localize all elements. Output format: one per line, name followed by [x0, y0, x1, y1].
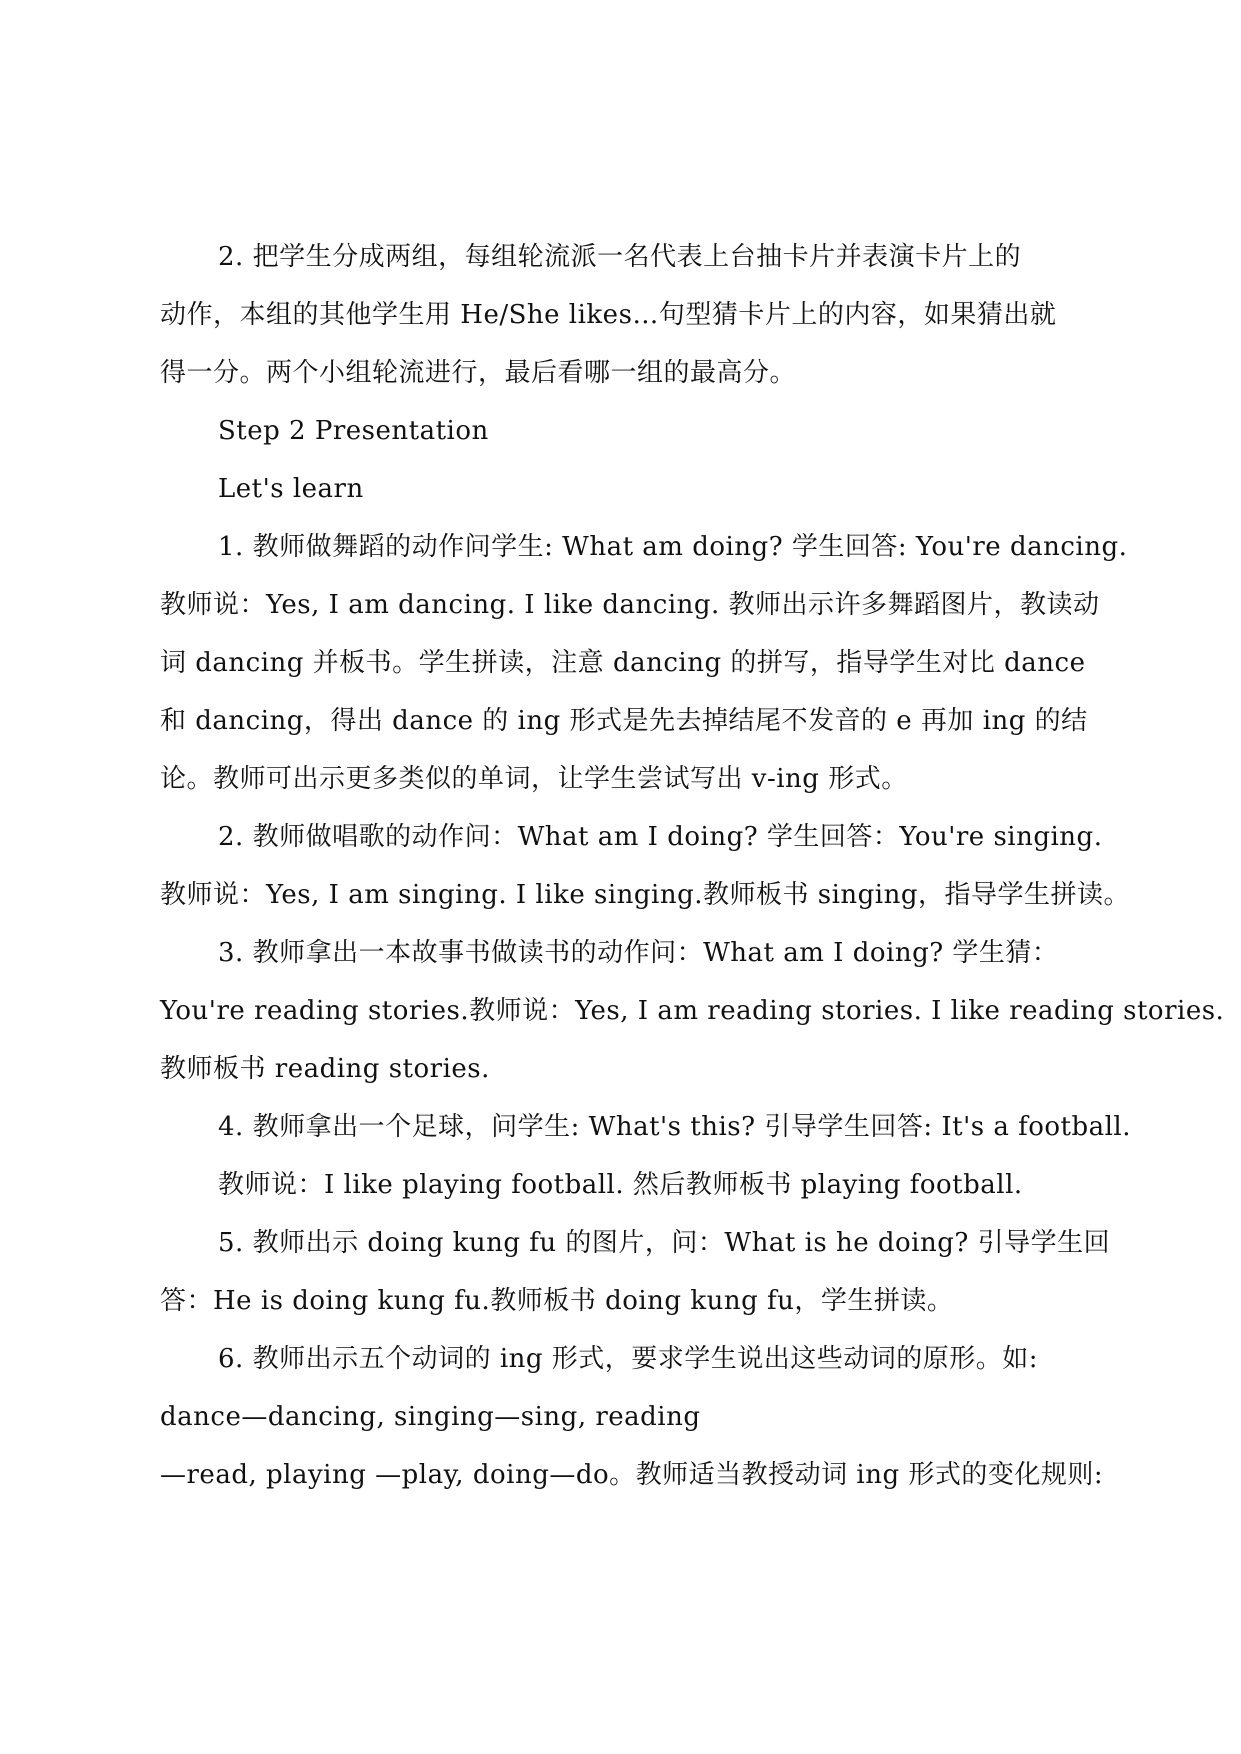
- section-heading: Step 2 Presentation: [218, 416, 489, 446]
- subsection-heading: Let's learn: [218, 474, 364, 504]
- text-line: —read, playing —play, doing—do。教师适当教授动词 ing 形式的变化规则:: [160, 1460, 1104, 1490]
- text-line: 4. 教师拿出一个足球，问学生: What's this? 引导学生回答: It's a football.: [218, 1112, 1132, 1142]
- text-line: 2. 教师做唱歌的动作问：What am I doing? 学生回答：You're singing.: [218, 822, 1103, 852]
- text-line: 答：He is doing kung fu.教师板书 doing kung fu，学生拼读。: [160, 1286, 954, 1316]
- text-line: 6. 教师出示五个动词的 ing 形式，要求学生说出这些动词的原形。如:: [218, 1344, 1039, 1374]
- text-line: 论。教师可出示更多类似的单词，让学生尝试写出 v-ing 形式。: [160, 764, 908, 794]
- text-line: 动作，本组的其他学生用 He/She likes…句型猜卡片上的内容，如果猜出就: [160, 300, 1057, 330]
- text-line: 得一分。两个小组轮流进行，最后看哪一组的最高分。: [160, 358, 797, 388]
- text-line: 教师板书 reading stories.: [160, 1054, 490, 1084]
- text-line: 5. 教师出示 doing kung fu 的图片，问：What is he doing? 引导学生回: [218, 1228, 1111, 1258]
- text-line: 和 dancing，得出 dance 的 ing 形式是先去掉结尾不发音的 e 再加 ing 的结: [160, 706, 1088, 736]
- text-line: 3. 教师拿出一本故事书做读书的动作问：What am I doing? 学生猜：: [218, 938, 1059, 968]
- text-line: 教师说：Yes, I am dancing. I like dancing. 教师出示许多舞蹈图片，教读动: [160, 590, 1100, 620]
- text-line: You're reading stories.教师说：Yes, I am reading stories. I like reading stories.: [160, 996, 1225, 1026]
- text-line: 词 dancing 并板书。学生拼读，注意 dancing 的拼写，指导学生对比 dance: [160, 648, 1086, 678]
- text-line: 教师说：Yes, I am singing. I like singing.教师板书 singing，指导学生拼读。: [160, 880, 1131, 910]
- text-line: 2. 把学生分成两组，每组轮流派一名代表上台抽卡片并表演卡片上的: [218, 242, 1022, 272]
- text-line: 1. 教师做舞蹈的动作问学生: What am doing? 学生回答: You're dancing.: [218, 532, 1128, 562]
- document-body: [160, 228, 1225, 1504]
- text-line: 教师说：I like playing football. 然后教师板书 playing football.: [218, 1170, 1023, 1200]
- text-line: dance—dancing, singing—sing, reading: [160, 1402, 701, 1432]
